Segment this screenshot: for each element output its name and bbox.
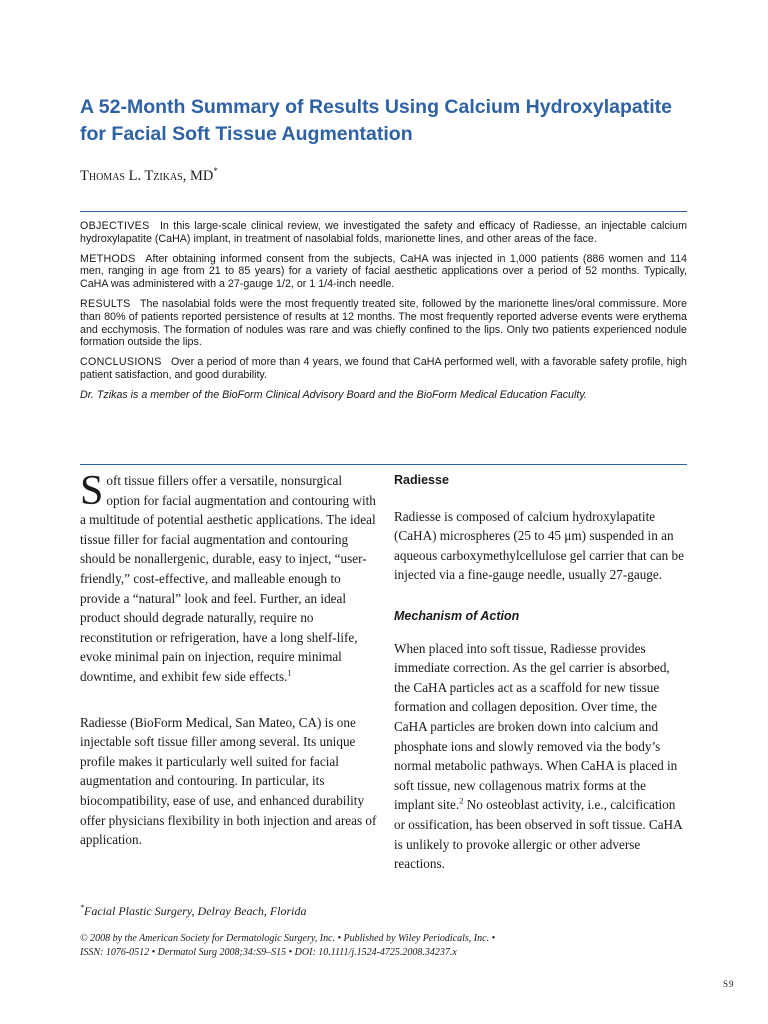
- copyright-line-2: ISSN: 1076-0512 • Dermatol Surg 2008;34:S9–S15 • DOI: 10.1111/j.1524-4725.2008.34237.x: [80, 947, 457, 958]
- intro-text: oft tissue fillers offer a versatile, nonsurgical option for facial augmentation and contouring with a multitude of potential aesthetic applications. The ideal tissue filler for facial augmentation and contouring should be nonallergenic, durable, easy to inject, “user-friendly,” cost-effective, and malleable enough to provide a “natural” look and feel. Further, an ideal product should degrade naturally, require no reconstitution or refrigeration, have a long shelf-life, evoke minimal pain on injection, require minimal downtime, and exhibit few side effects.: [80, 473, 376, 684]
- author-degree: , MD: [182, 167, 214, 184]
- results-heading: RESULTS: [80, 297, 131, 310]
- abstract-top-rule: [80, 211, 687, 212]
- section-heading-mechanism: Mechanism of Action: [394, 608, 520, 623]
- mechanism-text-b: No osteoblast activity, i.e., calcification or ossification, has been observed in soft tissue. CaHA is unlikely to provoke allergic or other adverse reactions.: [394, 797, 682, 872]
- mechanism-paragraph: [394, 639, 688, 874]
- abstract-bottom-rule: [80, 464, 687, 465]
- methods-text: After obtaining informed consent from the subjects, CaHA was injected in 1,000 patients (886 women and 114 men, ranging in age from 21 to 85 years) for a variety of facial aesthetic applications over a period of 52 months. Typically, CaHA was administered with a 27-gauge 1/2, or 1 1/4-inch needle.: [80, 252, 687, 291]
- disclosure-note: Dr. Tzikas is a member of the BioForm Clinical Advisory Board and the BioForm Medical Education Faculty.: [80, 388, 587, 401]
- abstract-results: [80, 298, 687, 349]
- affiliation-marker: *: [80, 903, 84, 912]
- body-left-column: [80, 468, 377, 850]
- affiliation-footnote: [80, 903, 307, 919]
- section-heading-radiesse: Radiesse: [394, 473, 449, 487]
- conclusions-text: Over a period of more than 4 years, we found that CaHA performed well, with a favorable safety profile, high patient satisfaction, and good durability.: [80, 356, 687, 381]
- abstract: [80, 220, 687, 409]
- results-text: The nasolabial folds were the most frequently treated site, followed by the marionette lines/oral commissure. More than 80% of patients reported persistence of results at 12 months. The most frequently reported adverse events were erythema and ecchymosis. The formation of nodules was rare and was chiefly confined to the lips. Only two patients experienced nodule formation outside the lips.: [80, 297, 687, 349]
- radiesse-composition-paragraph: Radiesse is composed of calcium hydroxylapatite (CaHA) microspheres (25 to 45 μm) suspended in an aqueous carboxymethylcellulose gel carrier that can be injected via a fine-gauge needle, usually 27-gauge.: [394, 508, 684, 583]
- abstract-conclusions: [80, 356, 687, 382]
- mechanism-text-a: When placed into soft tissue, Radiesse provides immediate correction. As the gel carrier is absorbed, the CaHA particles act as a scaffold for new tissue formation and collagen deposition. Over time, the CaHA particles are broken down into calcium and phosphate ions and slowly removed via the body’s normal metabolic pathways. When CaHA is placed in soft tissue, new collagenous matrix forms at the implant site.: [394, 640, 678, 813]
- drop-cap: S: [80, 468, 104, 514]
- objectives-heading: OBJECTIVES: [80, 220, 150, 232]
- abstract-methods: [80, 253, 687, 291]
- article-title: A 52-Month Summary of Results Using Calcium Hydroxylapatite for Facial Soft Tissue Augmentation: [80, 96, 672, 145]
- copyright-footer: [80, 932, 700, 960]
- author-name: Thomas L. Tzikas: [80, 167, 183, 184]
- reference-2: 2: [459, 795, 464, 806]
- affiliation-text: Facial Plastic Surgery, Delray Beach, Florida: [84, 904, 307, 918]
- abstract-objectives: [80, 220, 687, 246]
- body-right-column: [394, 471, 688, 874]
- copyright-line-1: © 2008 by the American Society for Dermatologic Surgery, Inc. • Published by Wiley Periodicals, Inc. •: [80, 933, 496, 944]
- objectives-text: In this large-scale clinical review, we investigated the safety and efficacy of Radiesse, an injectable calcium hydroxylapatite (CaHA) implant, in treatment of nasolabial folds, marionette lines, and other areas of the face.: [80, 220, 687, 245]
- author-affiliation-marker: *: [213, 166, 218, 176]
- radiesse-intro-paragraph: Radiesse (BioForm Medical, San Mateo, CA) is one injectable soft tissue filler among several. Its unique profile makes it particularly well suited for facial augmentation and contouring. In particular, its biocompatibility, ease of use, and enhanced durability offer physicians flexibility in both injection and areas of application.: [80, 714, 377, 848]
- author-line: [80, 166, 218, 185]
- reference-1: 1: [287, 667, 292, 678]
- page-number: S9: [723, 979, 735, 989]
- intro-paragraph: [80, 468, 377, 687]
- conclusions-heading: CONCLUSIONS: [80, 356, 162, 369]
- methods-heading: METHODS: [80, 252, 136, 265]
